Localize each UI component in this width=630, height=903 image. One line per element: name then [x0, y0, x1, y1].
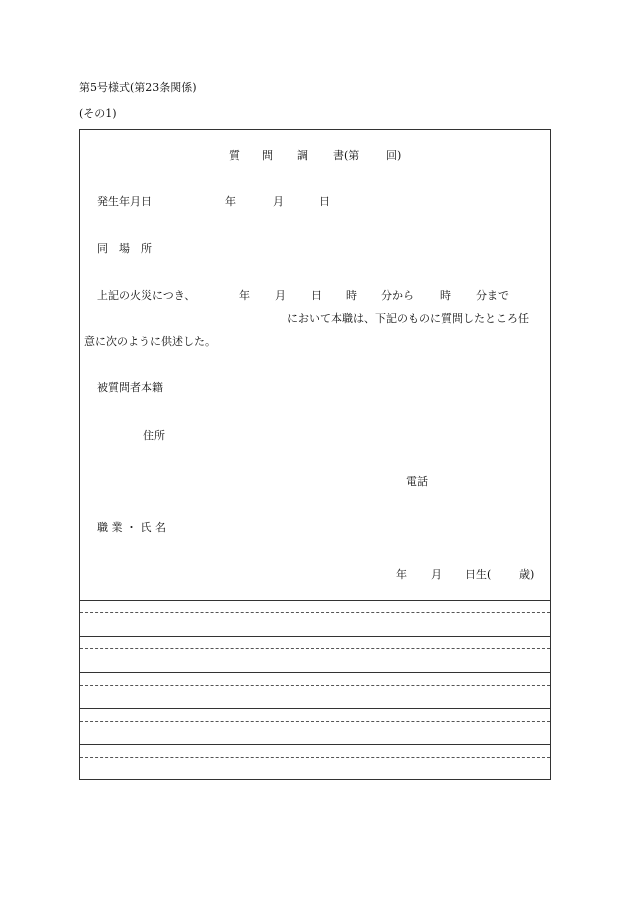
occurrence-date-label: 発生年月日 [97, 195, 152, 208]
age: 歳) [519, 568, 535, 581]
occurrence-month: 月 [273, 195, 284, 208]
form-number: 第5号様式(第23条関係) [79, 81, 197, 94]
birth-year: 年 [396, 568, 407, 581]
occupation-name-label: 職 業 ・ 氏 名 [97, 521, 166, 534]
form-frame [79, 129, 551, 780]
dotted-line [80, 648, 550, 649]
row-line [80, 672, 550, 673]
statement-line2: において本職は、下記のものに質問したところ任 [287, 312, 529, 325]
dotted-line [80, 685, 550, 686]
row-line [80, 636, 550, 637]
statement-hour: 時 [346, 289, 357, 302]
statement-day: 日 [311, 289, 322, 302]
occurrence-year: 年 [225, 195, 236, 208]
statement-line1-start: 上記の火災につき、 [97, 289, 196, 302]
birth-day: 日生( [465, 568, 492, 581]
dotted-line [80, 757, 550, 758]
title-char: 回) [386, 149, 402, 162]
dotted-line [80, 721, 550, 722]
address-label: 住所 [143, 429, 165, 442]
occurrence-day: 日 [319, 195, 330, 208]
row-line [80, 708, 550, 709]
form-sub-number: (その1) [79, 107, 117, 120]
statement-year: 年 [239, 289, 250, 302]
statement-minute-from: 分から [381, 289, 414, 302]
statement-minute-to: 分まで [476, 289, 509, 302]
domicile-label: 被質問者本籍 [97, 381, 163, 394]
title-char: 質 [229, 149, 240, 162]
title-char: 問 [262, 149, 273, 162]
birth-month: 月 [431, 568, 442, 581]
title-char: 調 [297, 149, 308, 162]
section-divider [80, 600, 550, 601]
row-line [80, 744, 550, 745]
phone-label: 電話 [406, 475, 428, 488]
location-label: 同 場 所 [97, 242, 152, 255]
statement-line3: 意に次のように供述した。 [84, 335, 216, 348]
dotted-line [80, 612, 550, 613]
statement-hour-2: 時 [440, 289, 451, 302]
title-char: 書(第 [333, 149, 360, 162]
statement-month: 月 [275, 289, 286, 302]
